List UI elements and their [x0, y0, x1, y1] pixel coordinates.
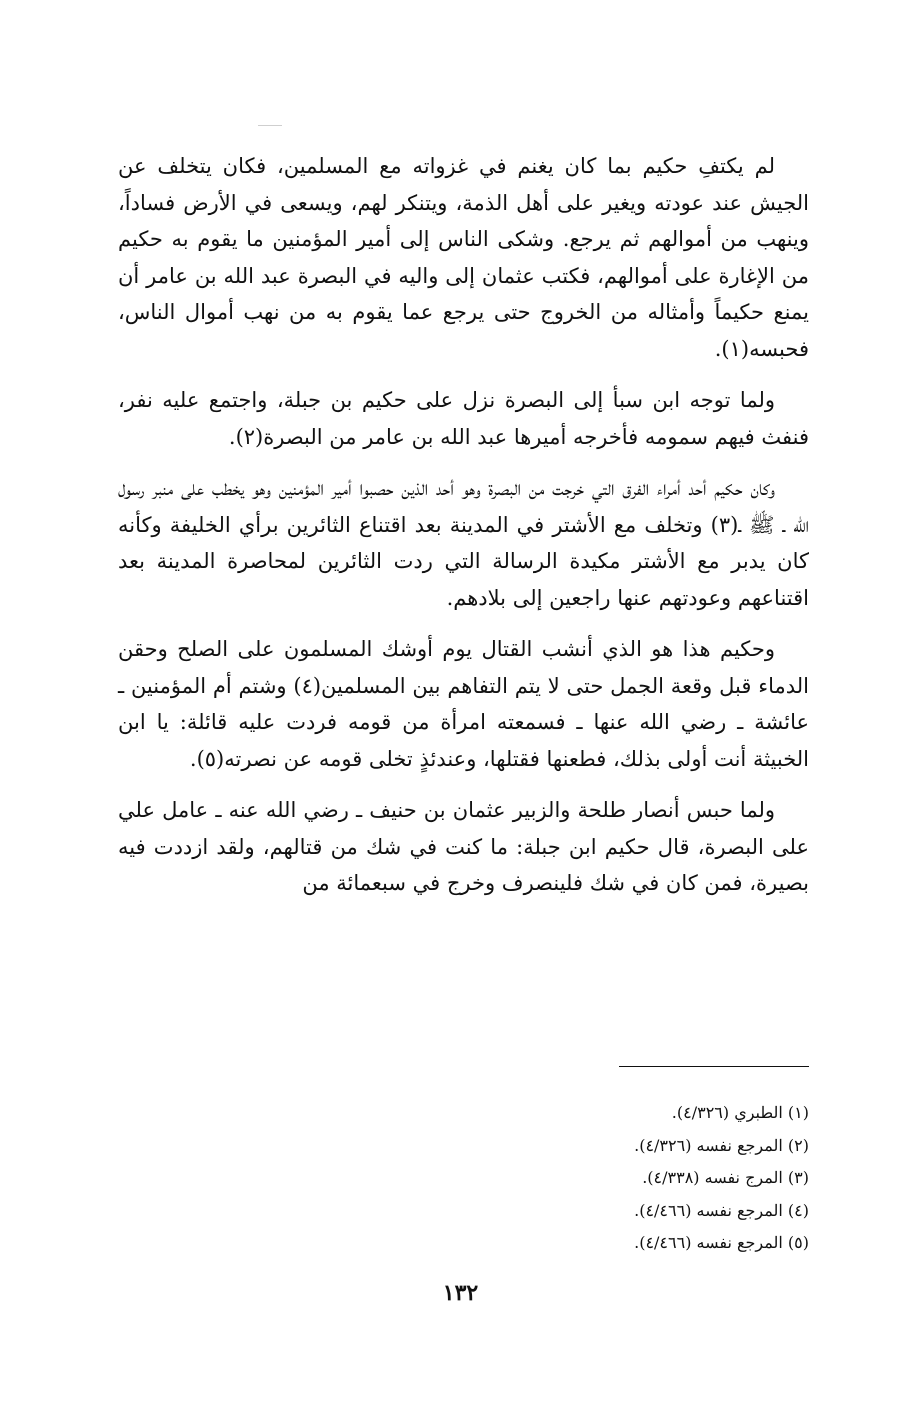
footnote-3: (٣) المرج نفسه (٤/٣٣٨). [642, 1168, 809, 1187]
footnote-1: (١) الطبري (٤/٣٢٦). [671, 1103, 809, 1122]
paragraph-3: وكان حكيم أحد أمراء الفرق التي خرجت من البصرة وهو أحد الذين حصبوا أمير المؤمنين وهو يخطب على منبر رسول الله ـ ﷺ ـ(٣) وتخلف مع الأشتر في المدينة بعد اقتناع الثائرين برأي الخليفة وكأنه كان يدبر مع الأشتر مكيدة الرسالة التي ردت الثائرين لمحاصرة المدينة بعد اقتناعهم وعودتهم عنها راجعين إلى بلادهم. [118, 476, 809, 610]
scan-mark [258, 125, 282, 126]
footnote-2: (٢) المرجع نفسه (٤/٣٢٦). [634, 1135, 809, 1155]
page-number: ١٣٢ [442, 1280, 479, 1306]
footnote-divider [619, 1066, 809, 1067]
paragraph-2: ولما توجه ابن سبأ إلى البصرة نزل على حكيم بن جبلة، واجتمع عليه نفر، فنفث فيهم سمومه فأخرجه أميرها عبد الله بن عامر من البصرة(٢). [118, 388, 809, 449]
paragraph-4: وحكيم هذا هو الذي أنشب القتال يوم أوشك المسلمون على الصلح وحقن الدماء قبل وقعة الجمل حتى لا يتم التفاهم بين المسلمين(٤) وشتم أم المؤمنين ـ عائشة ـ رضي الله عنها ـ فسمعته امرأة من قومه فردت عليه قائلة: يا ابن الخبيثة أنت أولى بذلك، فطعنها فقتلها، وعندئذٍ تخلى قومه عن نصرته(٥). [118, 637, 809, 771]
footnote-5: (٥) المرجع نفسه (٤/٤٦٦). [634, 1233, 809, 1252]
main-text [118, 148, 809, 917]
footnotes [634, 1097, 809, 1260]
paragraph-1: لم يكتفِ حكيم بما كان يغنم في غزواته مع المسلمين، فكان يتخلف عن الجيش عند عودته ويغير على أهل الذمة، ويتنكر لهم، ويسعى في الأرض فساداً، وينهب من أموالهم ثم يرجع. وشكى الناس إلى أمير المؤمنين ما يقوم به حكيم من الإغارة على أموالهم، فكتب عثمان إلى واليه في البصرة عبد الله بن عامر أن يمنع حكيماً وأمثاله من الخروج حتى يرجع عما يقوم به من نهب أموال الناس، فحبسه(١). [118, 154, 809, 361]
paragraph-5: ولما حبس أنصار طلحة والزبير عثمان بن حنيف ـ رضي الله عنه ـ عامل علي على البصرة، قال حكيم ابن جبلة: ما كنت في شك من قتالهم، ولقد ازددت فيه بصيرة، فمن كان في شك فلينصرف وخرج في سبعمائة من [118, 798, 809, 895]
footnote-4: (٤) المرجع نفسه (٤/٤٦٦). [634, 1200, 809, 1220]
